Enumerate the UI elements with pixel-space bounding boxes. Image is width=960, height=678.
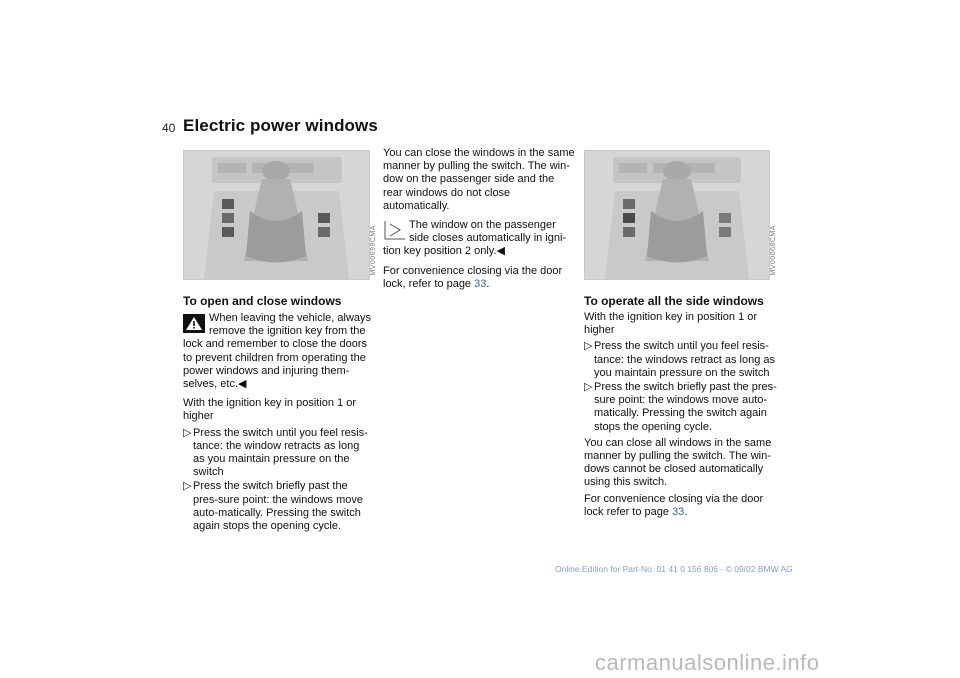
photo-code-right: MV00668CMA: [770, 225, 777, 276]
note-line-1: The window on the passenger: [409, 219, 556, 232]
warning-text: lock and remember to close the doors to prevent children from operating the power windows and injuring them-selves, etc.: [183, 338, 368, 391]
end-mark: ◀: [238, 378, 247, 391]
bullet-text: Press the switch until you feel resis-tance: the windows retract as long as you maintain pressure on the switch: [594, 340, 775, 379]
list-item: [183, 427, 373, 480]
page-link[interactable]: 33: [474, 277, 487, 290]
bullet-triangle-icon: ▷: [183, 426, 192, 439]
note-line-2: side closes automatically in igni-: [409, 232, 567, 245]
warning-line-2: remove the ignition key from the: [209, 325, 366, 338]
list-item: [584, 340, 778, 380]
page-number: 40: [162, 121, 176, 135]
close-all-paragraph: You can close all windows in the same manner by pulling the switch. The win-dows cannot be closed automatically using this switch.: [584, 436, 772, 489]
convenience-closing-paragraph: For convenience closing via the door lock refer to page 33.: [584, 492, 764, 518]
warning-block: [183, 312, 373, 391]
note-arrow-icon: [383, 219, 407, 241]
convenience-closing-paragraph: For convenience closing via the door lock, refer to page 33.: [383, 264, 563, 290]
side-windows-heading: To operate all the side windows: [584, 294, 764, 308]
open-close-heading: To open and close windows: [183, 294, 342, 308]
page-title: Electric power windows: [183, 116, 378, 135]
center-console-photo-right: [584, 150, 770, 280]
bullet-text: Press the switch until you feel resis-tance: the window retracts as long as you maintain pressure on the switch: [193, 426, 368, 479]
bullet-text: Press the switch briefly past the pres-sure point: the windows move auto-matically. Pressing the switch again stops the opening cycle.: [594, 381, 777, 433]
watermark: carmanualsonline.info: [595, 650, 820, 675]
open-close-intro: With the ignition key in position 1 or higher: [183, 397, 357, 423]
bullet-triangle-icon: ▷: [584, 340, 593, 353]
note-text: tion key position 2 only.: [383, 245, 497, 258]
open-close-section: [183, 312, 373, 534]
page-link[interactable]: 33: [672, 505, 685, 518]
footer-edition: Online Edition for Part-No. 01 41 0 156 806 - © 09/02 BMW AG: [555, 564, 793, 574]
bullet-triangle-icon: ▷: [584, 381, 593, 394]
warning-line-1: When leaving the vehicle, always: [209, 312, 372, 324]
gear-lever-illustration: [184, 151, 369, 279]
bullet-text: Press the switch briefly past the pres-sure point: the windows move auto-matically. Pressing the switch again stops the opening cycle.: [193, 480, 363, 533]
side-windows-intro: With the ignition key in position 1 or higher: [584, 311, 758, 337]
warning-icon: [183, 314, 205, 333]
list-item: [183, 480, 373, 533]
side-windows-section: [584, 311, 778, 522]
note-block: [383, 219, 575, 259]
center-console-photo-left: [183, 150, 370, 280]
bullet-triangle-icon: ▷: [183, 480, 192, 493]
gear-lever-illustration: [585, 151, 769, 279]
list-item: [584, 381, 778, 434]
middle-section: [383, 147, 575, 294]
photo-code-left: MV00699CMA: [370, 225, 377, 276]
close-windows-paragraph: You can close the windows in the same manner by pulling the switch. The win-dow on the passenger side and the rear windows do not close automatically.: [383, 147, 575, 212]
end-mark: ◀: [496, 245, 505, 258]
